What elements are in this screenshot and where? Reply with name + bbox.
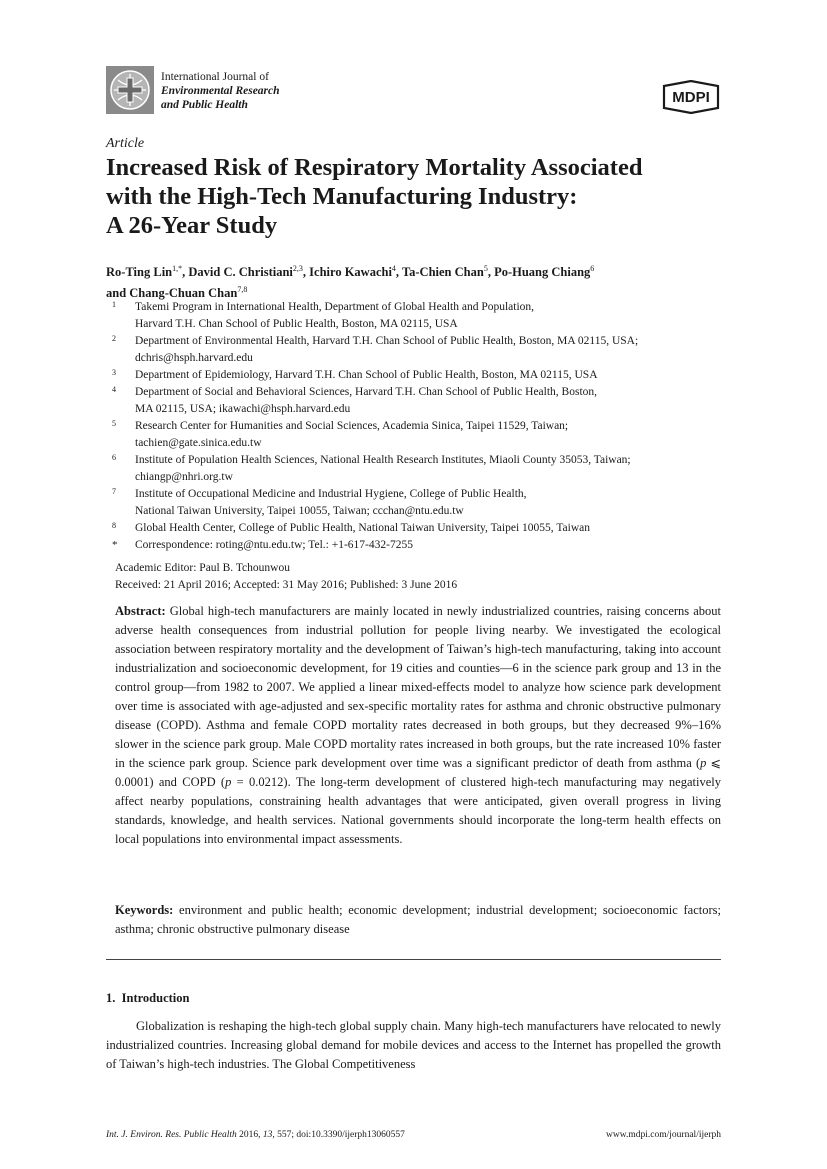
title-line-1: Increased Risk of Respiratory Mortality Associated [106,154,643,181]
affiliation-item [106,384,726,418]
author-name: Ichiro Kawachi [309,265,392,280]
author-separator: , [182,265,189,280]
affiliation-line: National Taiwan University, Taipei 10055, Taiwan; ccchan@ntu.edu.tw [135,505,464,517]
keywords-label: Keywords: [115,903,174,917]
title-line-2: with the High-Tech Manufacturing Industry: [106,183,578,210]
affiliation-item [106,367,726,384]
affiliation-line: Institute of Occupational Medicine and Industrial Hygiene, College of Public Health, [135,488,527,500]
abstract-text-1: Global high-tech manufacturers are mainly located in newly industrialized countries, raising concerns about adverse health consequences from industrial pollution for people living nearby. We investigated the ecological association between respiratory mortality and the development of Taiwan’s high-tech manufacturing, taking into account industrialization and socioeconomic development, for 19 cities and counties—6 in the science park group and 13 in the control group—from 1982 to 2007. We applied a linear mixed-effects model to analyze how science park development over time is associated with age-adjusted and sex-specific mortality rates for asthma and chronic obstructive pulmonary disease (COPD). Asthma and female COPD mortality rates decreased in both groups, but they decreased 9%–16% slower in the science park group. Male COPD mortality rates increased in both groups, but the rate increased 10% faster in the science park group. Science park development over time was a significant predictor of death from asthma ( [115,604,722,770]
author-affil-ref: 1,* [172,264,183,273]
affiliation-line: Takemi Program in International Health, Department of Global Health and Population, [135,301,535,313]
affiliation-line: Global Health Center, College of Public Health, National Taiwan University, Taipei 10055, Taiwan [135,522,590,534]
author-affil-ref: 2,3 [292,264,303,273]
journal-line-1: International Journal of [161,71,269,83]
author-affil-ref: 7,8 [237,285,248,295]
affiliation-number: 4 [112,385,116,394]
affiliation-list [106,299,726,554]
author-affil-ref: 5 [483,264,488,273]
abstract-text-3: = 0.0212). The long-term development of clustered high-tech manufacturing may negatively affect nearby populations, constraining health advantages that were anticipated, given overall progress in living standards, knowledge, and health services. National governments should incorporate the long-term health effects on local populations into environmental impact assessments. [115,775,721,846]
affiliation-line: Institute of Population Health Sciences, National Health Research Institutes, Miaoli County 35053, Taiwan; [135,454,631,466]
affiliation-number: 3 [112,368,116,377]
affiliation-line: Harvard T.H. Chan School of Public Health, Boston, MA 02115, USA [135,318,458,330]
keywords-text: environment and public health; economic development; industrial development; socioeconomic factors; asthma; chronic obstructive pulmonary disease [115,903,721,936]
abstract-p-symbol: p [700,756,707,770]
affiliation-email[interactable]: tachien@gate.sinica.edu.tw [135,437,262,449]
author-name: and Chang-Chuan Chan [106,286,238,301]
affiliation-number: 2 [112,334,116,343]
mdpi-logo-icon [660,80,722,114]
footer-doi: , 557; doi:10.3390/ijerph13060557 [272,1130,405,1140]
affiliation-item [106,486,726,520]
paper-title [106,153,746,240]
section-heading-introduction: 1. Introduction [106,991,190,1005]
keywords [115,901,721,939]
affiliation-number: 7 [112,487,116,496]
affiliation-number: 1 [112,300,116,309]
footer-year: 2016 [239,1130,259,1140]
author-name: Po-Huang Chiang [494,265,591,280]
title-line-3: A 26-Year Study [106,212,278,239]
academic-editor: Academic Editor: Paul B. Tchounwou [115,562,290,574]
abstract-p-symbol: p [225,775,232,789]
affiliation-item [106,299,726,333]
abstract-text-2: ⩽ 0.0001) and COPD ( [115,756,721,789]
author-affil-ref: 4 [391,264,396,273]
affiliation-line: MA 02115, USA; ikawachi@hsph.harvard.edu [135,403,351,415]
correspondence-line: Correspondence: roting@ntu.edu.tw; Tel.: +1-617-432-7255 [135,539,413,551]
affiliation-line: Research Center for Humanities and Social Sciences, Academia Sinica, Taipei 11529, Taiwan; [135,420,569,432]
author-name: Ro-Ting Lin [106,265,173,280]
journal-name [161,70,280,112]
abstract [115,602,721,849]
introduction-paragraph: Globalization is reshaping the high-tech global supply chain. Many high-tech manufacturers have relocated to newly industrialized countries. Increasing global demand for mobile devices and access to the Internet has propelled the growth of Taiwan’s high-tech industries. The Global Competitiveness [106,1019,721,1071]
author-separator: , [487,265,495,280]
affiliation-line: Department of Social and Behavioral Sciences, Harvard T.H. Chan School of Public Health, Boston, [135,386,598,398]
affiliation-item [106,452,726,486]
abstract-label: Abstract: [115,604,166,618]
footer-journal-abbrev: Int. J. Environ. Res. Public Health [106,1130,237,1140]
author-name: David C. Christiani [188,265,293,280]
mdpi-logo-text: MDPI [672,89,710,106]
affiliation-line: Department of Epidemiology, Harvard T.H. Chan School of Public Health, Boston, MA 02115, USA [135,369,598,381]
affiliation-number: 8 [112,521,116,530]
affiliation-number: 6 [112,453,116,462]
affiliation-item [106,333,726,367]
footer-citation: Int. J. Environ. Res. Public Health 2016, 13, 557; doi:10.3390/ijerph13060557 [106,1130,405,1140]
author-separator: , [302,265,310,280]
journal-line-3: and Public Health [161,99,248,111]
journal-line-2: Environmental Research [161,85,280,97]
affiliation-number: 5 [112,419,116,428]
correspondence-marker: * [112,539,118,551]
section-divider [106,959,721,960]
journal-logo-icon [106,66,154,114]
affiliation-email[interactable]: chiangp@nhri.org.tw [135,471,233,483]
correspondence-item [106,537,726,554]
article-type: Article [106,136,145,151]
author-separator: , [395,265,402,280]
publication-dates: Received: 21 April 2016; Accepted: 31 May 2016; Published: 3 June 2016 [115,579,458,591]
author-list [106,260,726,302]
author-name: Ta-Chien Chan [401,265,484,280]
affiliation-email[interactable]: dchris@hsph.harvard.edu [135,352,253,364]
footer-journal-url[interactable]: www.mdpi.com/journal/ijerph [606,1130,721,1140]
author-affil-ref: 6 [590,264,595,273]
affiliation-item [106,418,726,452]
affiliation-item [106,520,726,537]
affiliation-line: Department of Environmental Health, Harvard T.H. Chan School of Public Health, Boston, MA 02115, USA; [135,335,639,347]
footer-volume: 13 [262,1130,273,1140]
